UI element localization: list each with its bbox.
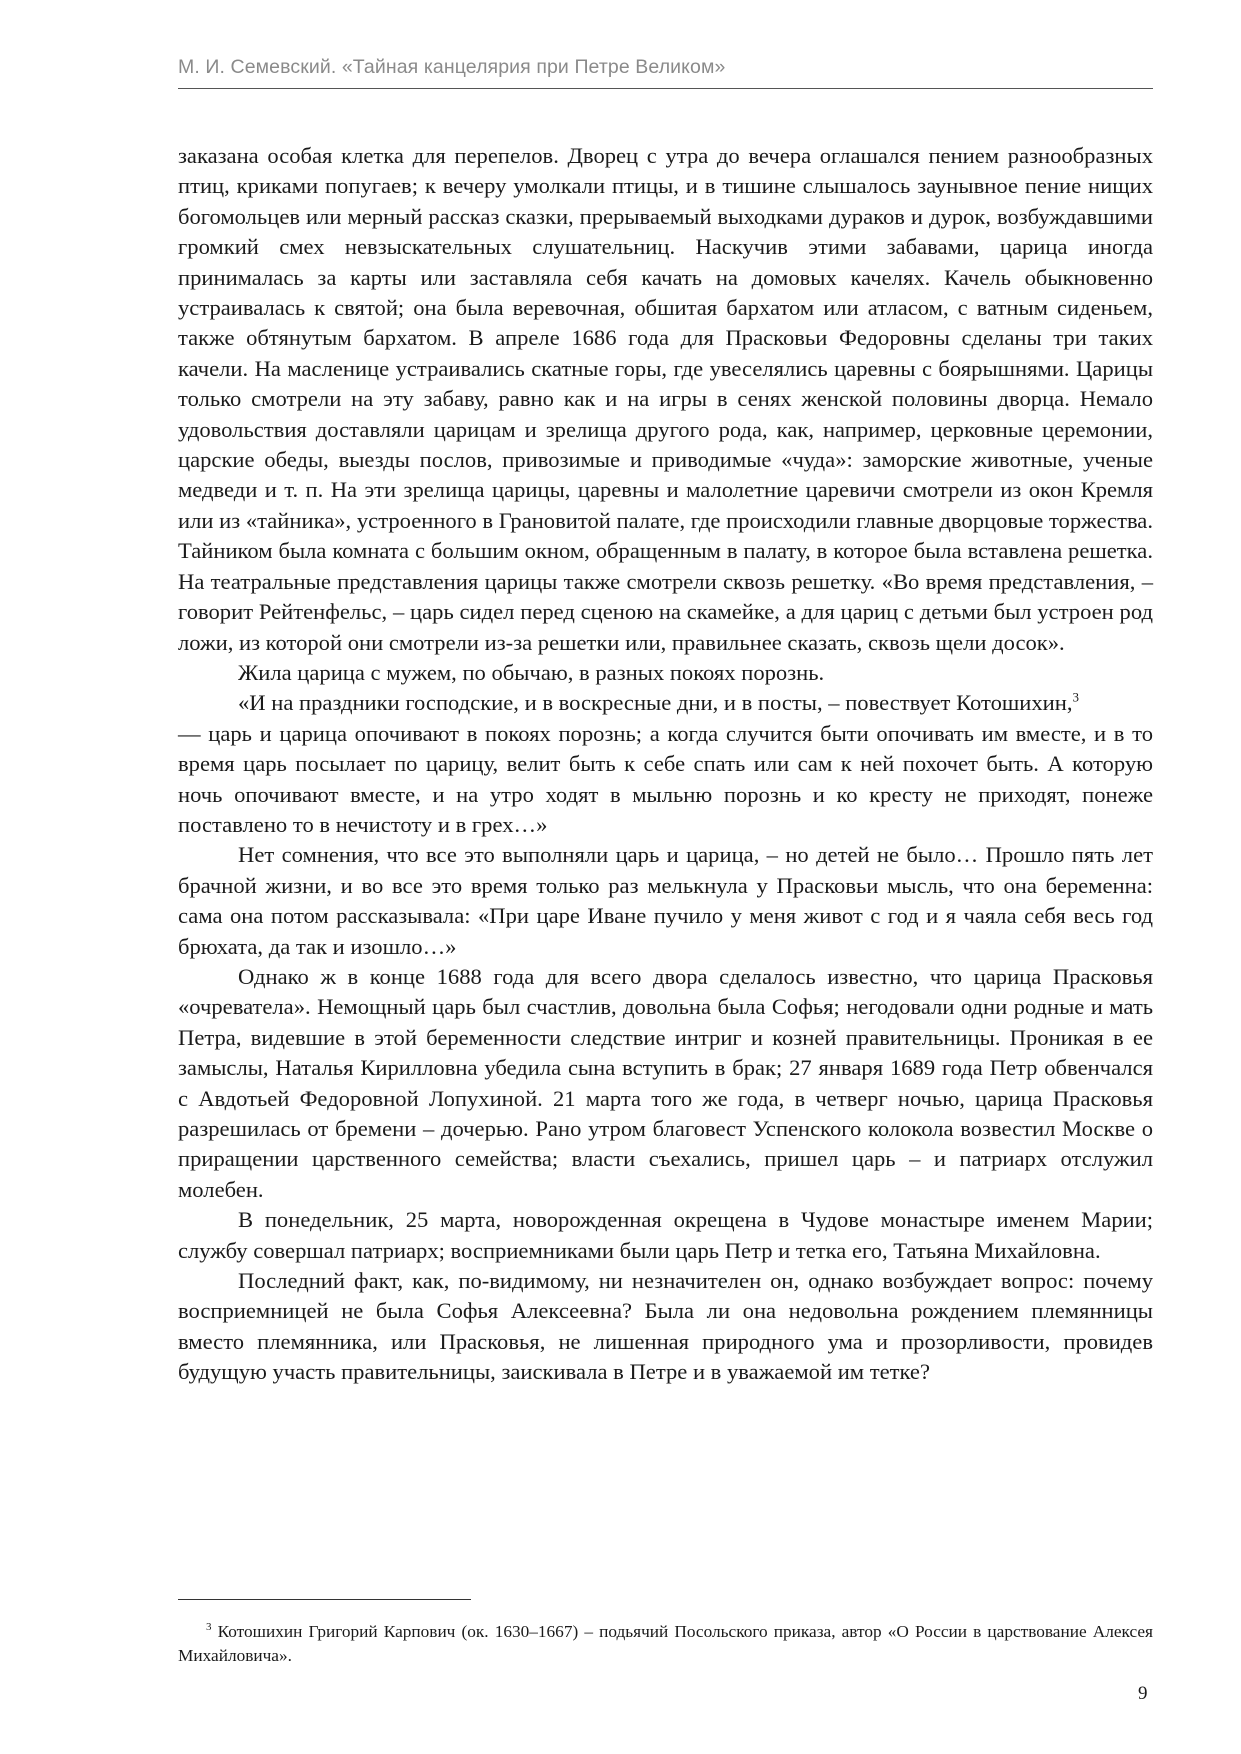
footnote <box>178 1620 1153 1668</box>
paragraph-1: заказана особая клетка для перепелов. Дворец с утра до вечера оглашался пением разнообразных птиц, криками попугаев; к вечеру умолкали птицы, и в тишине слышалось заунывное пение нищих богомольцев или мерный рассказ сказки, прерываемый выходками дураков и дурок, возбуждавшими громкий смех невзыскательных слушательниц. Наскучив этими забавами, царица иногда принималась за карты или заставляла себя качать на домовых качелях. Качель обыкновенно устраивалась к святой; она была веревочная, обшитая бархатом или атласом, с ватным сиденьем, также обтянутым бархатом. В апреле 1686 года для Прасковьи Федоровны сделаны три таких качели. На масленице устраивались скатные горы, где увеселялись царевны с боярышнями. Царицы только смотрели на эту забаву, равно как и на игры в сенях женской половины дворца. Немало удовольствия доставляли царицам и зрелища другого рода, как, например, церковные церемонии, царские обеды, выезды послов, привозимые и приводимые «чуда»: заморские животные, ученые медведи и т. п. На эти зрелища царицы, царевны и малолетние царевичи смотрели из окон Кремля или из «тайника», устроенного в Грановитой палате, где происходили главные дворцовые торжества. Тайником была комната с большим окном, обращенным в палату, в которое была вставлена решетка. На театральные представления царицы также смотрели сквозь решетку. «Во время представления, – говорит Рейтенфельс, – царь сидел перед сценою на скамейке, а для цариц с детьми был устроен род ложи, из которой они смотрели из-за решетки или, правильнее сказать, сквозь щели досок». <box>178 143 1153 655</box>
paragraph-3-quote-continued: — царь и царица опочивают в покоях порознь; а когда случится быти опочивать им вместе, и в то время царь посылает по царицу, велит быть к себе спать или сам к ней похочет быть. А которую ночь опочивают вместе, и на утро ходят в мыльню порознь и ко кресту не приходят, понеже поставлено то в нечистоту и в грех…» <box>178 720 1153 837</box>
paragraph-4: Нет сомнения, что все это выполняли царь и царица, – но детей не было… Прошло пять лет брачной жизни, и во все это время только раз мелькнула у Прасковьи мысль, что она беременна: сама она потом рассказывала: «При царе Иване пучило у меня живот с год и я чаяла себя весь год брюхата, да так и изошло…» <box>178 842 1153 959</box>
paragraph-5: Однако ж в конце 1688 года для всего двора сделалось известно, что царица Прасковья «очревателa». Немощный царь был счастлив, довольна была Софья; негодовали одни родные и мать Петра, видевшие в этой беременности следствие интриг и козней правительницы. Проникая в ее замыслы, Наталья Кирилловна убедила сына вступить в брак; 27 января 1689 года Петр обвенчался с Авдотьей Федоровной Лопухиной. 21 марта того же года, в четверг ночью, царица Прасковья разрешилась от бремени – дочерью. Рано утром благовест Успенского колокола возвестил Москве о приращении царственного семейства; власти съехались, пришел царь – и патриарх отслужил молебен. <box>178 963 1153 1202</box>
paragraph-6: В понедельник, 25 марта, новорожденная окрещена в Чудове монастыре именем Марии; службу совершал патриарх; восприемниками были царь Петр и тетка его, Татьяна Михайловна. <box>178 1207 1153 1263</box>
paragraph-7: Последний факт, как, по-видимому, ни незначителен он, однако возбуждает вопрос: почему восприемницей не была Софья Алексеевна? Была ли она недовольна рождением племянницы вместо племянника, или Прасковья, не лишенная природного ума и прозорливости, провидев будущую участь правительницы, заискивала в Петре и в уважаемой им тетке? <box>178 1268 1153 1385</box>
header-rule <box>178 88 1153 89</box>
footnote-marker: 3 <box>206 1621 212 1634</box>
footnote-reference[interactable]: 3 <box>1072 689 1080 705</box>
page-number: 9 <box>1138 1683 1148 1704</box>
body-text <box>178 141 1153 1388</box>
paragraph-3-quote-start <box>178 688 1153 718</box>
quote-intro: «И на праздники господские, и в воскресные дни, и в посты, – повествует Котошихин, <box>238 690 1073 716</box>
running-header: М. И. Семевский. «Тайная канцелярия при Петре Великом» <box>178 56 726 78</box>
paragraph-2: Жила царица с мужем, по обычаю, в разных покоях порознь. <box>238 659 825 685</box>
footnote-rule <box>178 1599 471 1600</box>
footnote-text: Котошихин Григорий Карпович (ок. 1630–1667) – подьячий Посольского приказа, автор «О России в царствование Алексея Михайловича». <box>178 1622 1153 1665</box>
